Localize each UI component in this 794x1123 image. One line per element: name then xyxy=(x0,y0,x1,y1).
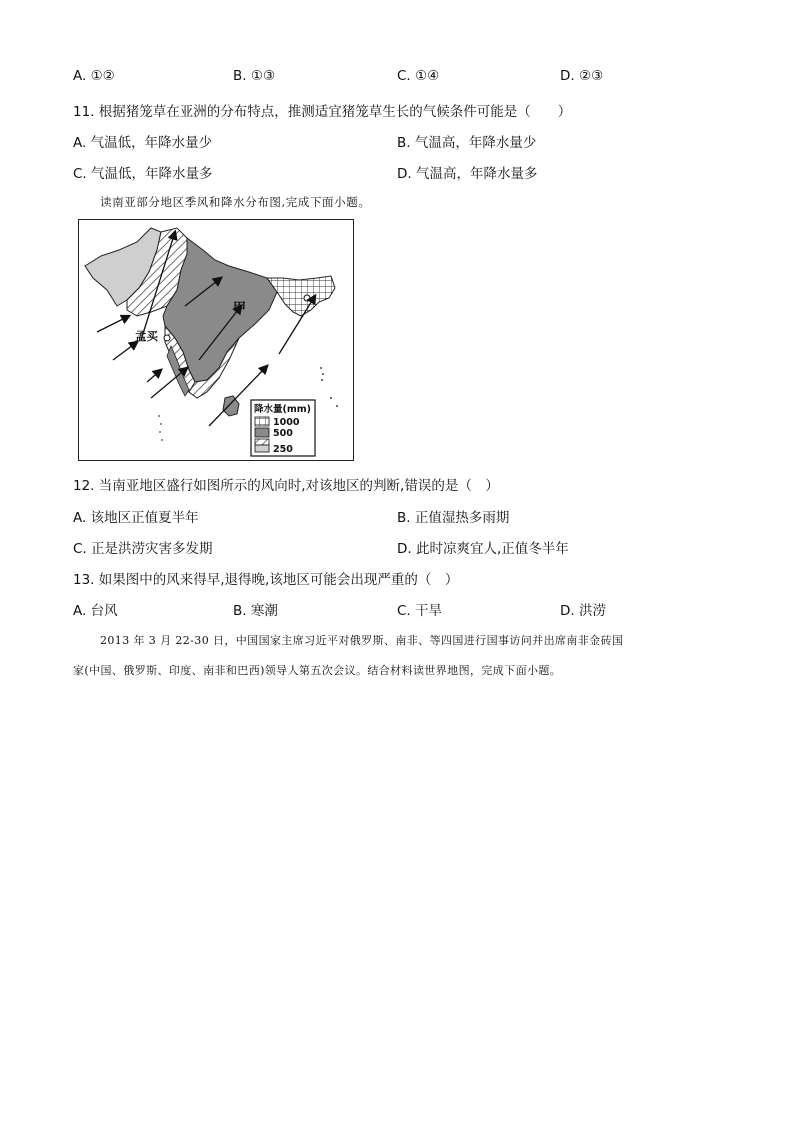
island-sri-lanka xyxy=(223,396,239,416)
q13-option-b: B. 寒潮 xyxy=(233,603,278,619)
q10-option-d: D. ②③ xyxy=(560,68,604,84)
q11-option-d: D. 气温高，年降水量多 xyxy=(397,166,538,182)
map-svg xyxy=(79,220,353,460)
q13-option-c: C. 干旱 xyxy=(397,603,443,619)
q13-option-d: D. 洪涝 xyxy=(560,603,606,619)
south-asia-monsoon-map xyxy=(78,219,354,461)
map-legend xyxy=(251,400,315,456)
q13-stem: 13. 如果图中的风来得早,退得晚,该地区可能会出现严重的（ ） xyxy=(73,572,459,588)
region-wet-northeast xyxy=(267,276,335,316)
legend-swatch-500 xyxy=(255,428,269,437)
legend-title: 降水量(mm) xyxy=(254,404,311,415)
map-intro: 读南亚部分地区季风和降水分布图,完成下面小题。 xyxy=(100,195,371,209)
city-mengmai-dot xyxy=(164,335,170,341)
q12-option-c: C. 正是洪涝灾害多发期 xyxy=(73,541,213,557)
q13-option-a: A. 台风 xyxy=(73,603,118,619)
arrow-2 xyxy=(113,342,137,360)
arrow-1 xyxy=(97,316,129,332)
q11-option-c: C. 气温低，年降水量多 xyxy=(73,166,213,182)
label-jia: 甲 xyxy=(233,301,247,316)
q12-stem: 12. 当南亚地区盛行如图所示的风向时,对该地区的判断,错误的是（ ） xyxy=(73,478,499,494)
label-mengmai: 孟买 xyxy=(135,329,158,343)
arrow-9 xyxy=(147,370,161,382)
legend-label-250: 250 xyxy=(273,444,293,455)
legend-label-1000: 1000 xyxy=(273,417,300,428)
q11-option-b: B. 气温高，年降水量少 xyxy=(397,135,537,151)
q12-option-b: B. 正值湿热多雨期 xyxy=(397,510,510,526)
legend-swatch-hatch xyxy=(255,439,269,445)
q10-option-c: C. ①④ xyxy=(397,68,440,84)
q12-option-a: A. 该地区正值夏半年 xyxy=(73,510,199,526)
legend-swatch-250 xyxy=(255,445,269,452)
passage-line-1: 2013 年 3 月 22-30 日，中国国家主席习近平对俄罗斯、南非、等四国进行国事访问并出席南非金砖国 xyxy=(100,634,624,647)
q11-stem: 11. 根据猪笼草在亚洲的分布特点，推测适宜猪笼草生长的气候条件可能是（ ） xyxy=(73,104,572,120)
q12-option-d: D. 此时凉爽宜人,正值冬半年 xyxy=(397,541,569,557)
legend-swatch-1000 xyxy=(255,417,269,426)
legend-label-500: 500 xyxy=(273,428,293,439)
q10-option-b: B. ①③ xyxy=(233,68,276,84)
passage-line-2: 家(中国、俄罗斯、印度、南非和巴西)领导人第五次会议。结合材料读世界地图，完成下面小题。 xyxy=(73,664,562,677)
q10-option-a: A. ①② xyxy=(73,68,115,84)
city-northeast-dot xyxy=(304,295,310,301)
q11-option-a: A. 气温低，年降水量少 xyxy=(73,135,213,151)
